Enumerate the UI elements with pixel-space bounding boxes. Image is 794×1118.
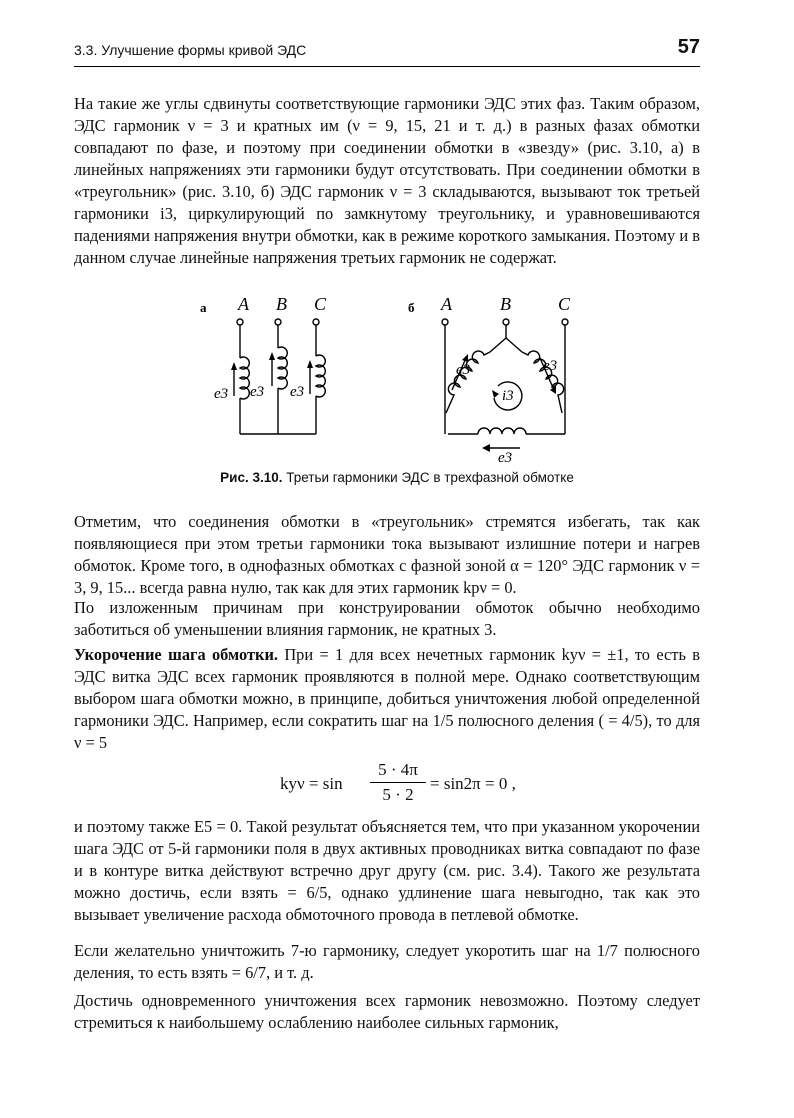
- delta-winding: [442, 319, 568, 448]
- emf-label-a1: e3: [214, 386, 229, 402]
- emf-label-b2: e3: [543, 358, 558, 374]
- running-header: [74, 36, 700, 64]
- paragraph-design-reasons: По изложенным причинам при конструировании обмоток обычно необходимо заботиться об уменьшении влияния гармоник, не кратных 3.: [74, 598, 700, 639]
- formula-fraction: [370, 760, 426, 805]
- header-rule: [74, 66, 700, 67]
- page-number: 57: [677, 36, 700, 58]
- emf-label-b1: e3: [456, 362, 471, 378]
- phase-label-c2: C: [558, 294, 571, 314]
- figure-label-a: а: [200, 300, 207, 315]
- figure-label-b: б: [408, 300, 415, 315]
- figure-caption: [0, 470, 794, 485]
- phase-label-c1: C: [314, 294, 327, 314]
- formula-rhs: = sin2π = 0 ,: [430, 774, 516, 793]
- paragraph-harmonics-phases: На такие же углы сдвинуты соответствующие гармоники ЭДС этих фаз. Таким образом, ЭДС гармоник ν = 3 и кратных им (ν = 9, 15, 21 и т. д.) в разных фазах обмотки совпадают по фазе, и поэтому при соединении обмотки в «звезду» (рис. 3.10, а) в линейных напряжениях эти гармоники будут отсутствовать. При соединении обмотки в «треугольник» (рис. 3.10, б) ЭДС гармоник ν = 3 складываются, вызывают ток третьей гармоники i3, циркулирующий по замкнутому треугольнику, и уравновешиваются падениями напряжения внутри обмотки, как в режиме короткого замыкания. Поэтому и в данном случае линейные напряжения третьих гармоник не содержат.: [74, 94, 700, 267]
- paragraph-delta-avoid: Отметим, что соединения обмотки в «треугольник» стремятся избегать, так как появляющиеся при этом третьи гармоники тока вызывают излишние потери и нагрев обмоток. Кроме того, в однофазных обмотках с фазной зоной α = 120° ЭДС гармоник ν = 3, 9, 15... всегда равна нулю, так как для этих гармоник kpν = 0.: [74, 512, 700, 597]
- section-title: 3.3. Улучшение формы кривой ЭДС: [74, 42, 307, 58]
- emf-label-b3: e3: [498, 450, 513, 465]
- formula-denominator: 5 · 2: [382, 785, 414, 804]
- paragraph-all-harmonics: Достичь одновременного уничтожения всех гармоник невозможно. Поэтому следует стремиться к наибольшему ослаблению наиболее сильных гармоник,: [74, 991, 700, 1032]
- caption-label: Рис. 3.10.: [220, 470, 283, 485]
- paragraph-pitch-text: При = 1 для всех нечетных гармоник kyν = ±1, то есть в ЭДС витка ЭДС всех гармоник проявляются в полной мере. Однако соответствующим выбором шага обмотки можно, в принципе, добиться уничтожения любой определенной гармоники ЭДС. Например, если сократить шаг на 1/5 полюсного деления ( = 4/5), то для ν = 5: [74, 645, 700, 752]
- phase-label-b1: B: [276, 294, 287, 314]
- paragraph-pitch-shortening: [74, 644, 700, 754]
- current-label-i3: i3: [502, 388, 514, 404]
- star-winding: [234, 319, 325, 434]
- emf-label-a3: e3: [290, 384, 305, 400]
- paragraph-seventh-harmonic: Если желательно уничтожить 7-ю гармонику, следует укоротить шаг на 1/7 полюсного деления, то есть взять = 6/7, и т. д.: [74, 941, 700, 982]
- paragraph-e5-zero: и поэтому также E5 = 0. Такой результат объясняется тем, что при указанном укорочении шага ЭДС от 5-й гармоники поля в двух активных проводниках витка совпадают по фазе и в контуре витка действуют встречно друг другу (см. рис. 3.4). Такого же результата можно достичь, если взять = 6/5, однако удлинение шага невыгодно, так как это вызывает увеличение расхода обмоточного провода в петлевой обмотке.: [74, 817, 700, 924]
- phase-label-a1: A: [238, 294, 249, 314]
- phase-label-b2: B: [500, 294, 511, 314]
- phase-label-a2: A: [441, 294, 452, 314]
- formula-numerator: 5 · 4π: [370, 760, 426, 783]
- emf-label-a2: e3: [250, 384, 265, 400]
- figure-3-10: [180, 290, 600, 465]
- subheading-pitch-shortening: Укорочение шага обмотки.: [74, 645, 279, 664]
- formula-kyv: [280, 760, 540, 810]
- formula-lhs: kyν = sin: [280, 774, 343, 793]
- caption-text: Третьи гармоники ЭДС в трехфазной обмотке: [282, 470, 574, 485]
